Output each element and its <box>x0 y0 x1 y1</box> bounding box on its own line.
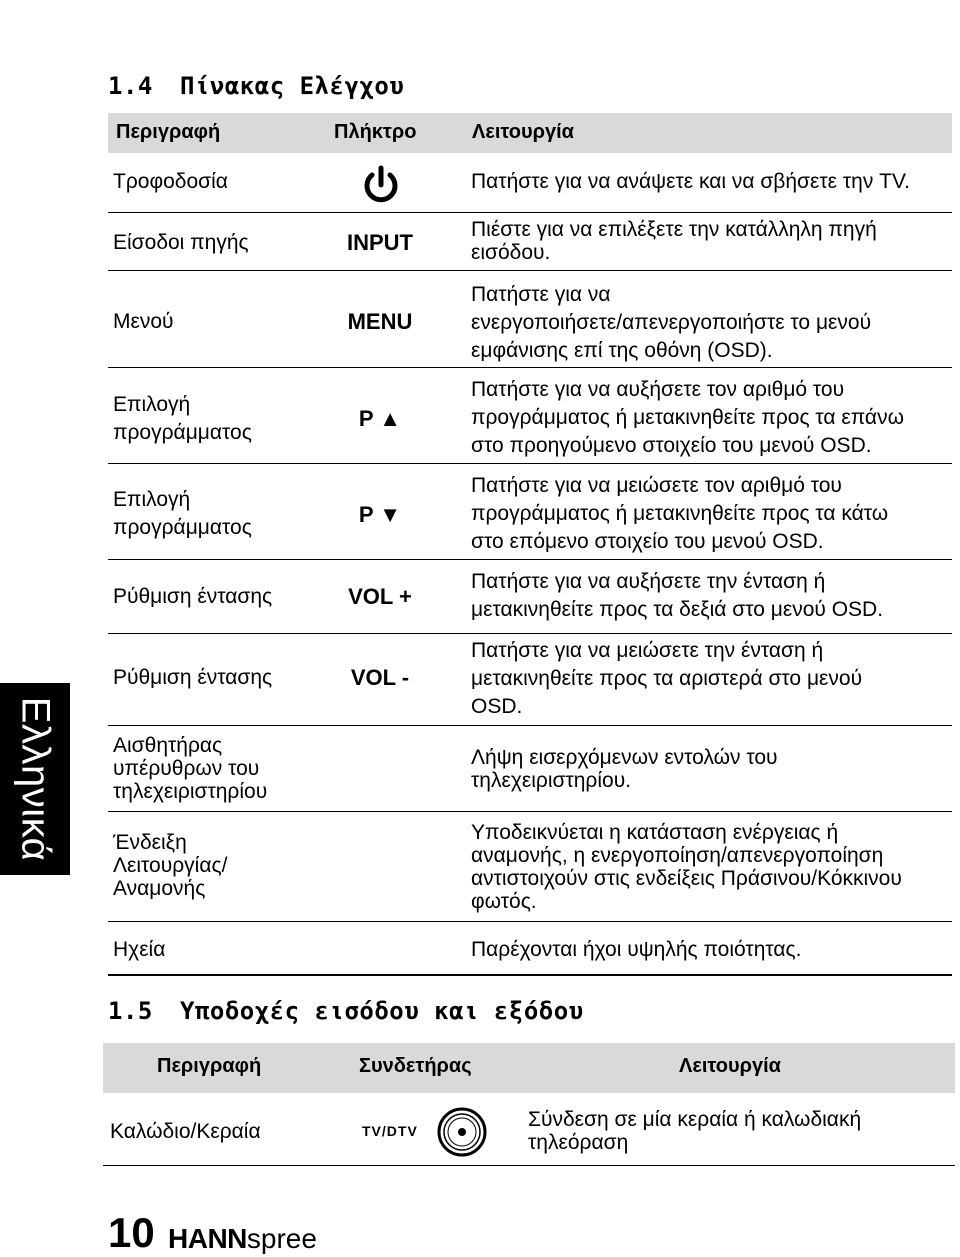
row-divider <box>108 270 952 271</box>
volume-up-key: VOL + <box>348 584 412 609</box>
row-power-description: Τροφοδοσία <box>113 170 228 193</box>
function-line: τηλεόραση <box>528 1131 629 1154</box>
description-line: προγράμματος <box>113 516 252 539</box>
function-line: Λήψη εισερχόμενων εντολών του <box>471 746 778 769</box>
header-key: Πλήκτρο <box>334 121 417 143</box>
input-key: INPUT <box>347 230 413 255</box>
row-divider <box>108 463 952 464</box>
function-line: αντιστοιχούν στις ενδείξεις Πράσινου/Κόκκινου <box>471 867 902 890</box>
function-line: Πιέστε για να επιλέξετε την κατάλληλη πηγή <box>471 218 877 241</box>
row-antenna-function <box>528 1108 861 1154</box>
row-indicator-description <box>113 831 227 900</box>
function-line: Πατήστε για να αυξήσετε τον αριθμό του <box>471 378 845 401</box>
description-line: προγράμματος <box>113 421 252 444</box>
function-line: προγράμματος ή μετακινηθείτε προς τα επάνω <box>471 406 904 429</box>
row-divider <box>108 633 952 634</box>
description-line: Λειτουργίας/ <box>113 854 228 877</box>
header-function: Λειτουργία <box>472 121 574 143</box>
row-divider <box>103 1165 955 1166</box>
row-voldown-function <box>471 637 862 721</box>
section-title-text: Πίνακας Ελέγχου <box>180 72 405 100</box>
row-divider <box>108 212 952 213</box>
function-line: Πατήστε για να μειώσετε τον αριθμό του <box>471 474 842 497</box>
power-icon <box>360 165 402 207</box>
function-line: OSD. <box>471 695 523 718</box>
section-number: 1.5 <box>108 997 153 1025</box>
function-line: Πατήστε για να <box>471 283 611 306</box>
function-line: μετακινηθείτε προς τα δεξιά στο μενού OSD. <box>471 598 884 621</box>
row-pup-function <box>471 376 904 460</box>
row-menu-description: Μενού <box>113 310 174 333</box>
row-divider <box>108 725 952 726</box>
header-connector: Συνδετήρας <box>359 1055 472 1077</box>
section-number: 1.4 <box>108 72 153 100</box>
function-line: Υποδεικνύεται η κατάσταση ενέργειας ή <box>471 821 839 844</box>
function-line: εμφάνισης επί της οθόνη (OSD). <box>471 339 773 362</box>
row-menu-function <box>471 281 871 365</box>
row-volup-description: Ρύθμιση έντασης <box>113 585 273 608</box>
row-divider <box>108 559 952 560</box>
program-down-key: P ▼ <box>358 502 402 527</box>
header-description: Περιγραφή <box>157 1055 262 1077</box>
row-input-description: Είσοδοι πηγής <box>113 231 249 254</box>
description-line: τηλεχειριστηρίου <box>113 780 268 803</box>
row-divider <box>108 921 952 922</box>
row-power-function: Πατήστε για να ανάψετε και να σβήσετε την TV. <box>471 170 910 193</box>
header-function: Λειτουργία <box>679 1055 781 1077</box>
coax-connector-icon <box>436 1106 488 1158</box>
function-line: στο προηγούμενο στοιχείο του μενού OSD. <box>471 434 872 457</box>
description-line: Ένδειξη <box>113 831 187 854</box>
row-speakers-function: Παρέχονται ήχοι υψηλής ποιότητας. <box>471 938 802 961</box>
brand-logo <box>168 1223 317 1255</box>
function-line: αναμονής, η ενεργοποίηση/απενεργοποίηση <box>471 844 884 867</box>
connector-label: TV/DTV <box>362 1123 418 1139</box>
row-input-function <box>471 218 877 264</box>
row-ir-function <box>471 746 778 792</box>
section-title-text: Υποδοχές εισόδου και εξόδου <box>180 997 584 1025</box>
function-line: Πατήστε για να αυξήσετε την ένταση ή <box>471 570 826 593</box>
row-pup-description <box>113 391 252 447</box>
section-1-4-title <box>108 72 404 100</box>
language-label: Ελληνικά <box>13 696 58 862</box>
description-line: υπέρυθρων του <box>113 757 260 780</box>
function-line: Σύνδεση σε μία κεραία ή καλωδιακή <box>528 1108 862 1131</box>
function-line: Πατήστε για να μειώσετε την ένταση ή <box>471 639 824 662</box>
function-line: μετακινηθείτε προς τα αριστερά στο μενού <box>471 667 863 690</box>
brand-light: spree <box>246 1223 317 1254</box>
row-speakers-description: Ηχεία <box>113 938 166 961</box>
row-indicator-function <box>471 821 902 913</box>
row-divider <box>108 367 952 368</box>
function-line: προγράμματος ή μετακινηθείτε προς τα κάτω <box>471 502 889 525</box>
row-pdown-description <box>113 486 252 542</box>
volume-down-key: VOL - <box>350 665 410 690</box>
row-divider <box>108 811 952 812</box>
function-line: ενεργοποιήσετε/απενεργοποιήστε το μενού <box>471 311 872 334</box>
function-line: εισόδου. <box>471 241 551 264</box>
section-1-5-title <box>108 997 584 1025</box>
row-volup-function <box>471 568 883 624</box>
description-line: Αναμονής <box>113 877 206 900</box>
row-voldown-description: Ρύθμιση έντασης <box>113 666 273 689</box>
function-line: στο επόμενο στοιχείο του μενού OSD. <box>471 530 824 553</box>
page-number: 10 <box>108 1209 155 1256</box>
row-antenna-description: Καλώδιο/Κεραία <box>110 1120 261 1143</box>
function-line: φωτός. <box>471 890 537 913</box>
function-line: τηλεχειριστηρίου. <box>471 769 632 792</box>
description-line: Επιλογή <box>113 488 191 511</box>
connectors-table-header <box>103 1043 955 1093</box>
description-line: Επιλογή <box>113 393 191 416</box>
row-pdown-function <box>471 472 888 556</box>
brand-bold: HANN <box>168 1223 247 1254</box>
menu-key: MENU <box>347 309 413 334</box>
header-description: Περιγραφή <box>116 121 221 143</box>
table-bottom-rule <box>108 974 952 976</box>
description-line: Αισθητήρας <box>113 734 223 757</box>
program-up-key: P ▲ <box>358 406 402 431</box>
table-header <box>108 113 952 153</box>
row-ir-description <box>113 734 267 803</box>
language-side-tab <box>0 683 70 875</box>
